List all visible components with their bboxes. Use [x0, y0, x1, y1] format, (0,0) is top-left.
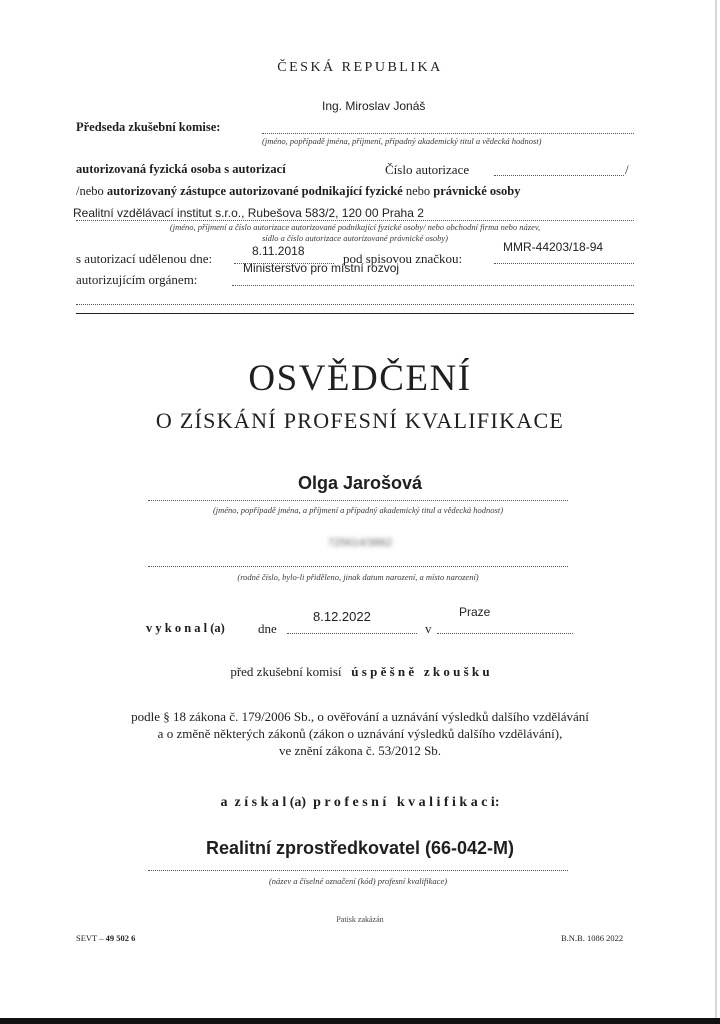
qualification-caption: (název a číselné označení (kód) profesní kvalifikace)	[268, 876, 448, 886]
or-line	[76, 184, 520, 199]
performed-label: v y k o n a l (a)	[146, 621, 225, 635]
granted-label: s autorizací udělenou dne:	[76, 251, 213, 266]
scan-bottom-bar	[0, 1018, 720, 1024]
qualification-dotted	[148, 870, 568, 871]
granted-date: 8.11.2018	[252, 244, 305, 258]
entity-caption-2: sídlo a číslo autorizace autorizované právnické osoby)	[261, 233, 449, 243]
or-legal-entity: právnické osoby	[433, 184, 521, 198]
file-number: MMR-44203/18-94	[503, 240, 604, 254]
or-prefix: /nebo	[76, 184, 104, 198]
exam-place-dotted	[437, 633, 573, 634]
certificate-subtitle: O ZÍSKÁNÍ PROFESNÍ KVALIFIKACE	[155, 408, 565, 433]
authority-label: autorizujícím orgánem:	[76, 272, 198, 287]
scan-edge	[715, 0, 717, 1018]
or-word: nebo	[405, 184, 431, 198]
before-commission	[0, 664, 720, 680]
authorization-number-label: Číslo autorizace	[385, 162, 470, 177]
extra-dotted-line	[76, 304, 634, 305]
exam-place: Praze	[459, 605, 491, 619]
exam-date: 8.12.2022	[313, 609, 371, 624]
chair-name: Ing. Miroslav Jonáš	[322, 99, 426, 113]
success-label: ú s p ě š n ě z k o u š k u	[351, 664, 490, 679]
form-code-left	[76, 933, 135, 943]
holder-name-dotted	[148, 500, 568, 501]
authorized-entity: Realitní vzdělávací institut s.r.o., Rubešova 583/2, 120 00 Praha 2	[73, 206, 424, 220]
holder-name: Olga Jarošová	[297, 473, 423, 493]
law-line-2: a o změně některých zákonů (zákon o uznávání výsledků dalšího vzdělávání),	[157, 726, 563, 741]
entity-dotted-line	[76, 220, 634, 221]
qualification-name: Realitní zprostředkovatel (66-042-M)	[205, 838, 515, 858]
file-number-dotted	[494, 263, 634, 264]
birth-number-redacted: 725614/3862	[327, 537, 393, 549]
country-title: ČESKÁ REPUBLIKA	[277, 60, 443, 75]
authorized-person-label: autorizovaná fyzická osoba s autorizací	[76, 162, 286, 176]
form-code-right: B.N.B. 1086 2022	[561, 933, 624, 943]
authority-dotted	[232, 285, 634, 286]
law-line-1: podle § 18 zákona č. 179/2006 Sb., o ověřování a uznávání výsledků dalšího vzdělávání	[131, 709, 589, 724]
chair-caption: (jméno, popřípadě jména, příjmení, případný akademický titul a vědecká hodnost)	[262, 136, 542, 146]
exam-date-dotted	[287, 633, 417, 634]
law-line-3: ve znění zákona č. 53/2012 Sb.	[278, 743, 442, 758]
or-representative: autorizovaný zástupce autorizované podnikající fyzické	[106, 184, 403, 198]
place-label: v	[425, 621, 432, 636]
holder-name-caption: (jméno, popřípadě jména, a příjmení a případný akademický titul a vědecká hodnost)	[212, 505, 504, 515]
birth-caption: (rodné číslo, bylo-li přiděleno, jinak datum narození, a místo narození)	[237, 572, 479, 582]
qualification-acquired: a z í s k a l (a) p r o f e s n í k v a l i f i k a c i:	[220, 795, 500, 810]
certificate-title: OSVĚDČENÍ	[248, 358, 472, 399]
entity-caption-1: (jméno, příjmení a číslo autorizace autorizované podnikající fyzické osoby/ nebo obchodní firma nebo název,	[169, 222, 541, 232]
before-label: před zkušební komisí	[230, 664, 342, 679]
form-code-number: 49 502 6	[105, 933, 136, 943]
day-label: dne	[258, 621, 277, 636]
authorization-number-dotted	[494, 175, 624, 176]
chair-label: Předseda zkušební komise:	[76, 120, 221, 134]
birth-dotted	[148, 566, 568, 567]
file-number-label: pod spisovou značkou:	[343, 251, 463, 266]
form-code-prefix: SEVT –	[76, 933, 106, 943]
reprint-notice: Patisk zakázán	[336, 915, 384, 924]
authority-name: Ministerstvo pro místní rozvoj	[243, 261, 400, 275]
authorization-slash: /	[625, 162, 629, 177]
chair-dotted-line	[262, 133, 634, 134]
header-divider	[76, 313, 634, 314]
